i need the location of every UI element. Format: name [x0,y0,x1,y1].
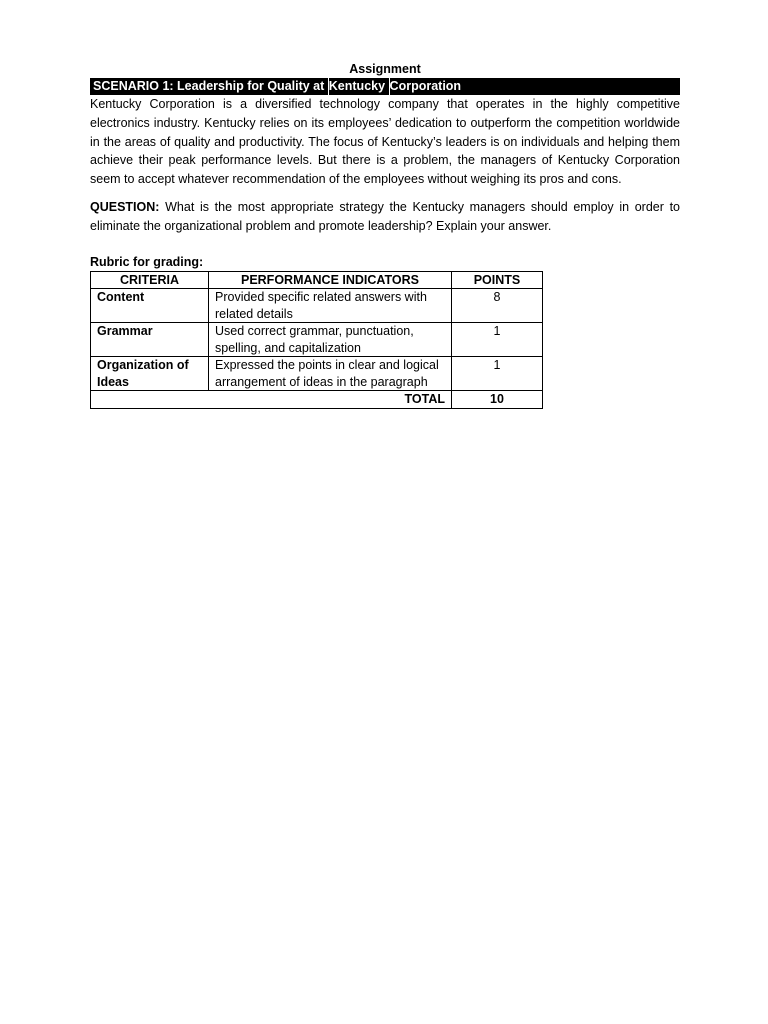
points-cell: 1 [452,323,543,357]
criteria-cell: Grammar [91,323,209,357]
rubric-table [90,271,543,409]
document-title: Assignment [349,62,421,76]
table-row [91,289,543,323]
table-header-row [91,271,543,289]
question-text: What is the most appropriate strategy the Kentucky managers should employ in order to eliminate the organizational problem and promote leadership? Explain your answer. [90,199,680,233]
criteria-cell: Organization of Ideas [91,357,209,391]
points-cell: 8 [452,289,543,323]
header-points: POINTS [452,271,543,289]
table-total-row [91,391,543,409]
indicator-cell: Provided specific related answers with related details [209,289,452,323]
header-performance-indicators: PERFORMANCE INDICATORS [209,271,452,289]
scenario-heading-bar [90,78,680,95]
question-label: QUESTION: [90,199,160,214]
question-paragraph [90,198,680,236]
total-value: 10 [452,391,543,409]
indicator-cell: Used correct grammar, punctuation, spelling, and capitalization [209,323,452,357]
criteria-cell: Content [91,289,209,323]
scenario-paragraph: Kentucky Corporation is a diversified technology company that operates in the highly competitive electronics industry. Kentucky relies on its employees’ dedication to outperform the competition worldwide in the areas of quality and productivity. The focus of Kentucky’s leaders is on individuals and helping them achieve their peak performance levels. But there is a problem, the managers of Kentucky Corporation seem to accept whatever recommendation of the employees without weighing its pros and cons. [90,97,680,187]
indicator-cell: Expressed the points in clear and logical arrangement of ideas in the paragraph [209,357,452,391]
header-criteria: CRITERIA [91,271,209,289]
table-row [91,323,543,357]
total-label: TOTAL [91,391,452,409]
scenario-heading-word-1: Kentucky [328,79,386,93]
scenario-heading-prefix: SCENARIO 1: Leadership for Quality at [93,79,325,93]
points-cell: 1 [452,357,543,391]
scenario-heading-word-2: Corporation [389,79,462,93]
table-row [91,357,543,391]
document-page [90,60,680,409]
rubric-label: Rubric for grading: [90,254,204,269]
